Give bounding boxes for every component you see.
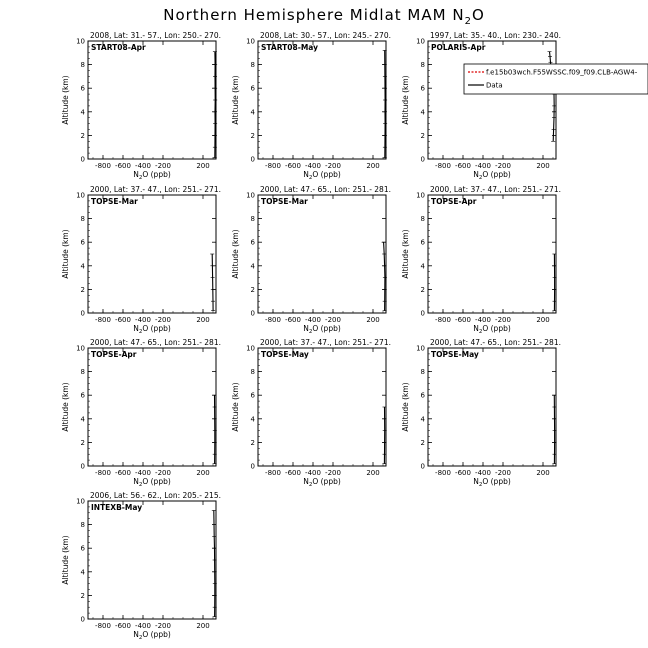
x-label-part: N: [473, 170, 479, 179]
x-label-sub: 2: [138, 329, 143, 335]
legend: [464, 64, 648, 94]
plot-frame: [88, 501, 216, 619]
panel-9: [401, 338, 561, 488]
y-tick-label: 8: [250, 215, 255, 224]
x-tick-label: -800: [265, 469, 281, 477]
panel-header: 2006, Lat: 56.- 62., Lon: 205.- 215.: [90, 491, 221, 500]
y-tick-label: 4: [80, 262, 85, 271]
x-tick-label: -400: [135, 622, 151, 630]
y-tick-label: 6: [80, 84, 85, 93]
x-tick-label: -800: [95, 622, 111, 630]
x-label-part: O (ppb): [482, 477, 511, 486]
x-tick-label: -800: [265, 316, 281, 324]
y-tick-label: 0: [420, 155, 425, 164]
x-label-sub: 2: [478, 175, 483, 181]
x-tick-label: -200: [325, 469, 341, 477]
y-tick-label: 0: [80, 462, 85, 471]
y-tick-label: 6: [80, 238, 85, 247]
panel-header: 2000, Lat: 37.- 47., Lon: 251.- 271.: [260, 338, 391, 347]
panel-4: [61, 185, 221, 335]
y-tick-label: 10: [246, 191, 255, 200]
x-tick-label: -200: [325, 162, 341, 170]
panel-1: [61, 31, 221, 181]
x-tick-label: -400: [475, 316, 491, 324]
x-label-sub: 2: [478, 329, 483, 335]
x-tick-label: 200: [366, 469, 380, 477]
y-axis-label: Altitude (km): [401, 229, 410, 279]
y-tick-label: 0: [420, 462, 425, 471]
y-axis-label: Altitude (km): [61, 229, 70, 279]
y-tick-label: 6: [250, 238, 255, 247]
x-tick-label: -200: [495, 316, 511, 324]
x-tick-label: 200: [536, 162, 550, 170]
y-tick-label: 10: [416, 37, 425, 46]
x-axis-label: [133, 477, 171, 488]
x-label-part: N: [303, 170, 309, 179]
x-label-part: O (ppb): [142, 630, 171, 639]
x-label-part: O (ppb): [312, 477, 341, 486]
x-label-sub: 2: [138, 482, 143, 488]
plot-frame: [258, 41, 386, 159]
y-tick-label: 2: [80, 438, 85, 447]
x-tick-label: -600: [455, 162, 471, 170]
x-label-sub: 2: [138, 175, 143, 181]
x-tick-label: -400: [135, 162, 151, 170]
y-tick-label: 4: [80, 415, 85, 424]
y-tick-label: 10: [416, 344, 425, 353]
x-label-part: N: [133, 630, 139, 639]
y-tick-label: 2: [80, 285, 85, 294]
campaign-label: TOPSE-Apr: [91, 350, 137, 359]
y-tick-label: 4: [420, 262, 425, 271]
x-tick-label: -800: [435, 469, 451, 477]
x-tick-label: -200: [495, 162, 511, 170]
x-label-sub: 2: [308, 482, 313, 488]
plot-frame: [428, 348, 556, 466]
x-tick-label: 200: [196, 622, 210, 630]
x-label-part: O (ppb): [312, 324, 341, 333]
campaign-label: TOPSE-Mar: [261, 197, 308, 206]
series-line-data: [214, 510, 215, 616]
y-tick-label: 2: [80, 591, 85, 600]
x-label-part: N: [133, 324, 139, 333]
x-label-part: O (ppb): [482, 170, 511, 179]
y-tick-label: 10: [76, 191, 85, 200]
plot-frame: [428, 195, 556, 313]
x-tick-label: -800: [435, 316, 451, 324]
plot-frame: [428, 41, 556, 159]
x-label-part: N: [473, 324, 479, 333]
y-tick-label: 6: [250, 84, 255, 93]
campaign-label: TOPSE-Mar: [91, 197, 138, 206]
plot-frame: [258, 348, 386, 466]
y-tick-label: 8: [420, 215, 425, 224]
x-tick-label: -400: [135, 469, 151, 477]
y-axis-label: Altitude (km): [61, 75, 70, 125]
x-tick-label: -200: [155, 316, 171, 324]
y-tick-label: 2: [420, 131, 425, 140]
y-tick-label: 2: [250, 285, 255, 294]
x-tick-label: -600: [115, 469, 131, 477]
y-tick-label: 2: [250, 438, 255, 447]
y-tick-label: 10: [76, 37, 85, 46]
y-tick-label: 2: [420, 438, 425, 447]
x-tick-label: -800: [95, 162, 111, 170]
x-tick-label: 200: [536, 469, 550, 477]
x-axis-label: [303, 477, 341, 488]
panel-3: [401, 31, 648, 181]
x-axis-label: [473, 477, 511, 488]
legend-model-label: f.e15b03wch.F55WSSC.f09_f09.CLB-AGW4-: [486, 68, 638, 77]
y-tick-label: 4: [250, 108, 255, 117]
y-tick-label: 10: [416, 191, 425, 200]
x-tick-label: -400: [305, 162, 321, 170]
y-tick-label: 2: [250, 131, 255, 140]
y-tick-label: 8: [420, 368, 425, 377]
campaign-label: TOPSE-May: [431, 350, 479, 359]
panel-6: [401, 185, 561, 335]
x-tick-label: 200: [366, 316, 380, 324]
y-axis-label: Altitude (km): [231, 382, 240, 432]
x-tick-label: -600: [285, 316, 301, 324]
panel-header: 2000, Lat: 37.- 47., Lon: 251.- 271.: [430, 185, 561, 194]
y-tick-label: 4: [250, 415, 255, 424]
x-tick-label: -600: [285, 469, 301, 477]
panel-header: 1997, Lat: 35.- 40., Lon: 230.- 240.: [430, 31, 561, 40]
panel-10: [61, 491, 221, 641]
y-axis-label: Altitude (km): [231, 229, 240, 279]
campaign-label: START08-Apr: [91, 43, 146, 52]
legend-data-label: Data: [486, 81, 503, 90]
y-tick-label: 6: [420, 391, 425, 400]
x-axis-label: [133, 170, 171, 181]
x-label-sub: 2: [138, 635, 143, 641]
y-tick-label: 0: [80, 309, 85, 318]
y-axis-label: Altitude (km): [61, 535, 70, 585]
x-axis-label: [473, 170, 511, 181]
series-line-data: [212, 254, 213, 311]
panel-header: 2008, Lat: 30.- 57., Lon: 245.- 270.: [260, 31, 391, 40]
x-tick-label: -600: [455, 469, 471, 477]
x-tick-label: 200: [196, 316, 210, 324]
campaign-label: TOPSE-Apr: [431, 197, 477, 206]
y-tick-label: 10: [76, 497, 85, 506]
y-tick-label: 6: [80, 544, 85, 553]
y-tick-label: 8: [80, 61, 85, 70]
x-label-part: N: [473, 477, 479, 486]
y-axis-label: Altitude (km): [401, 382, 410, 432]
panel-header: 2000, Lat: 37.- 47., Lon: 251.- 271.: [90, 185, 221, 194]
x-label-part: N: [303, 477, 309, 486]
plot-frame: [88, 195, 216, 313]
x-axis-label: [303, 324, 341, 335]
y-tick-label: 0: [250, 462, 255, 471]
y-tick-label: 10: [246, 37, 255, 46]
x-tick-label: -600: [455, 316, 471, 324]
x-label-sub: 2: [308, 175, 313, 181]
series-line-data: [384, 242, 385, 310]
y-axis-label: Altitude (km): [61, 382, 70, 432]
x-label-part: O (ppb): [142, 477, 171, 486]
y-tick-label: 6: [420, 84, 425, 93]
x-tick-label: -800: [95, 316, 111, 324]
x-tick-label: 200: [196, 469, 210, 477]
y-tick-label: 8: [250, 61, 255, 70]
panel-7: [61, 338, 221, 488]
x-tick-label: -600: [115, 162, 131, 170]
y-tick-label: 10: [246, 344, 255, 353]
x-tick-label: 200: [366, 162, 380, 170]
x-label-part: N: [303, 324, 309, 333]
x-axis-label: [133, 630, 171, 641]
x-tick-label: -600: [115, 316, 131, 324]
y-tick-label: 4: [250, 262, 255, 271]
campaign-label: START08-May: [261, 43, 319, 52]
x-tick-label: -400: [475, 469, 491, 477]
x-tick-label: -200: [155, 162, 171, 170]
x-label-part: O (ppb): [142, 324, 171, 333]
x-tick-label: -200: [155, 469, 171, 477]
x-label-sub: 2: [478, 482, 483, 488]
plot-frame: [258, 195, 386, 313]
y-tick-label: 4: [420, 415, 425, 424]
x-tick-label: -800: [435, 162, 451, 170]
x-tick-label: -200: [495, 469, 511, 477]
x-tick-label: -800: [95, 469, 111, 477]
x-tick-label: 200: [536, 316, 550, 324]
y-tick-label: 6: [420, 238, 425, 247]
panel-header: 2000, Lat: 47.- 65., Lon: 251.- 281.: [90, 338, 221, 347]
y-tick-label: 10: [76, 344, 85, 353]
y-tick-label: 0: [420, 309, 425, 318]
x-label-part: O (ppb): [142, 170, 171, 179]
y-tick-label: 8: [80, 215, 85, 224]
x-label-part: N: [133, 170, 139, 179]
x-tick-label: 200: [196, 162, 210, 170]
y-tick-label: 4: [80, 568, 85, 577]
x-tick-label: -400: [475, 162, 491, 170]
y-tick-label: 8: [420, 61, 425, 70]
x-tick-label: -400: [305, 316, 321, 324]
x-label-part: O (ppb): [312, 170, 341, 179]
y-tick-label: 0: [250, 155, 255, 164]
y-tick-label: 8: [250, 368, 255, 377]
y-tick-label: 4: [80, 108, 85, 117]
x-tick-label: -800: [265, 162, 281, 170]
y-tick-label: 2: [80, 131, 85, 140]
y-tick-label: 4: [420, 108, 425, 117]
x-label-part: N: [133, 477, 139, 486]
y-tick-label: 2: [420, 285, 425, 294]
y-tick-label: 8: [80, 521, 85, 530]
y-tick-label: 6: [80, 391, 85, 400]
panel-header: 2000, Lat: 47.- 65., Lon: 251.- 281.: [430, 338, 561, 347]
campaign-label: TOPSE-May: [261, 350, 309, 359]
x-tick-label: -200: [325, 316, 341, 324]
x-axis-label: [303, 170, 341, 181]
y-tick-label: 6: [250, 391, 255, 400]
panel-5: [231, 185, 391, 335]
plot-frame: [88, 348, 216, 466]
figure-title: Northern Hemisphere Midlat MAM $N_2O$: [163, 6, 485, 27]
y-axis-label: Altitude (km): [401, 75, 410, 125]
x-label-sub: 2: [308, 329, 313, 335]
panel-header: 2008, Lat: 31.- 57., Lon: 250.- 270.: [90, 31, 221, 40]
y-tick-label: 0: [80, 615, 85, 624]
x-axis-label: [133, 324, 171, 335]
x-tick-label: -200: [155, 622, 171, 630]
campaign-label: INTEXB-May: [91, 503, 143, 512]
y-axis-label: Altitude (km): [231, 75, 240, 125]
campaign-label: POLARIS-Apr: [431, 43, 486, 52]
y-tick-label: 8: [80, 368, 85, 377]
plot-frame: [88, 41, 216, 159]
x-tick-label: -400: [135, 316, 151, 324]
y-tick-label: 0: [250, 309, 255, 318]
y-tick-label: 0: [80, 155, 85, 164]
panel-2: [231, 31, 391, 181]
x-tick-label: -400: [305, 469, 321, 477]
x-tick-label: -600: [115, 622, 131, 630]
x-axis-label: [473, 324, 511, 335]
panel-header: 2000, Lat: 47.- 65., Lon: 251.- 281.: [260, 185, 391, 194]
panel-8: [231, 338, 391, 488]
x-label-part: O (ppb): [482, 324, 511, 333]
x-tick-label: -600: [285, 162, 301, 170]
